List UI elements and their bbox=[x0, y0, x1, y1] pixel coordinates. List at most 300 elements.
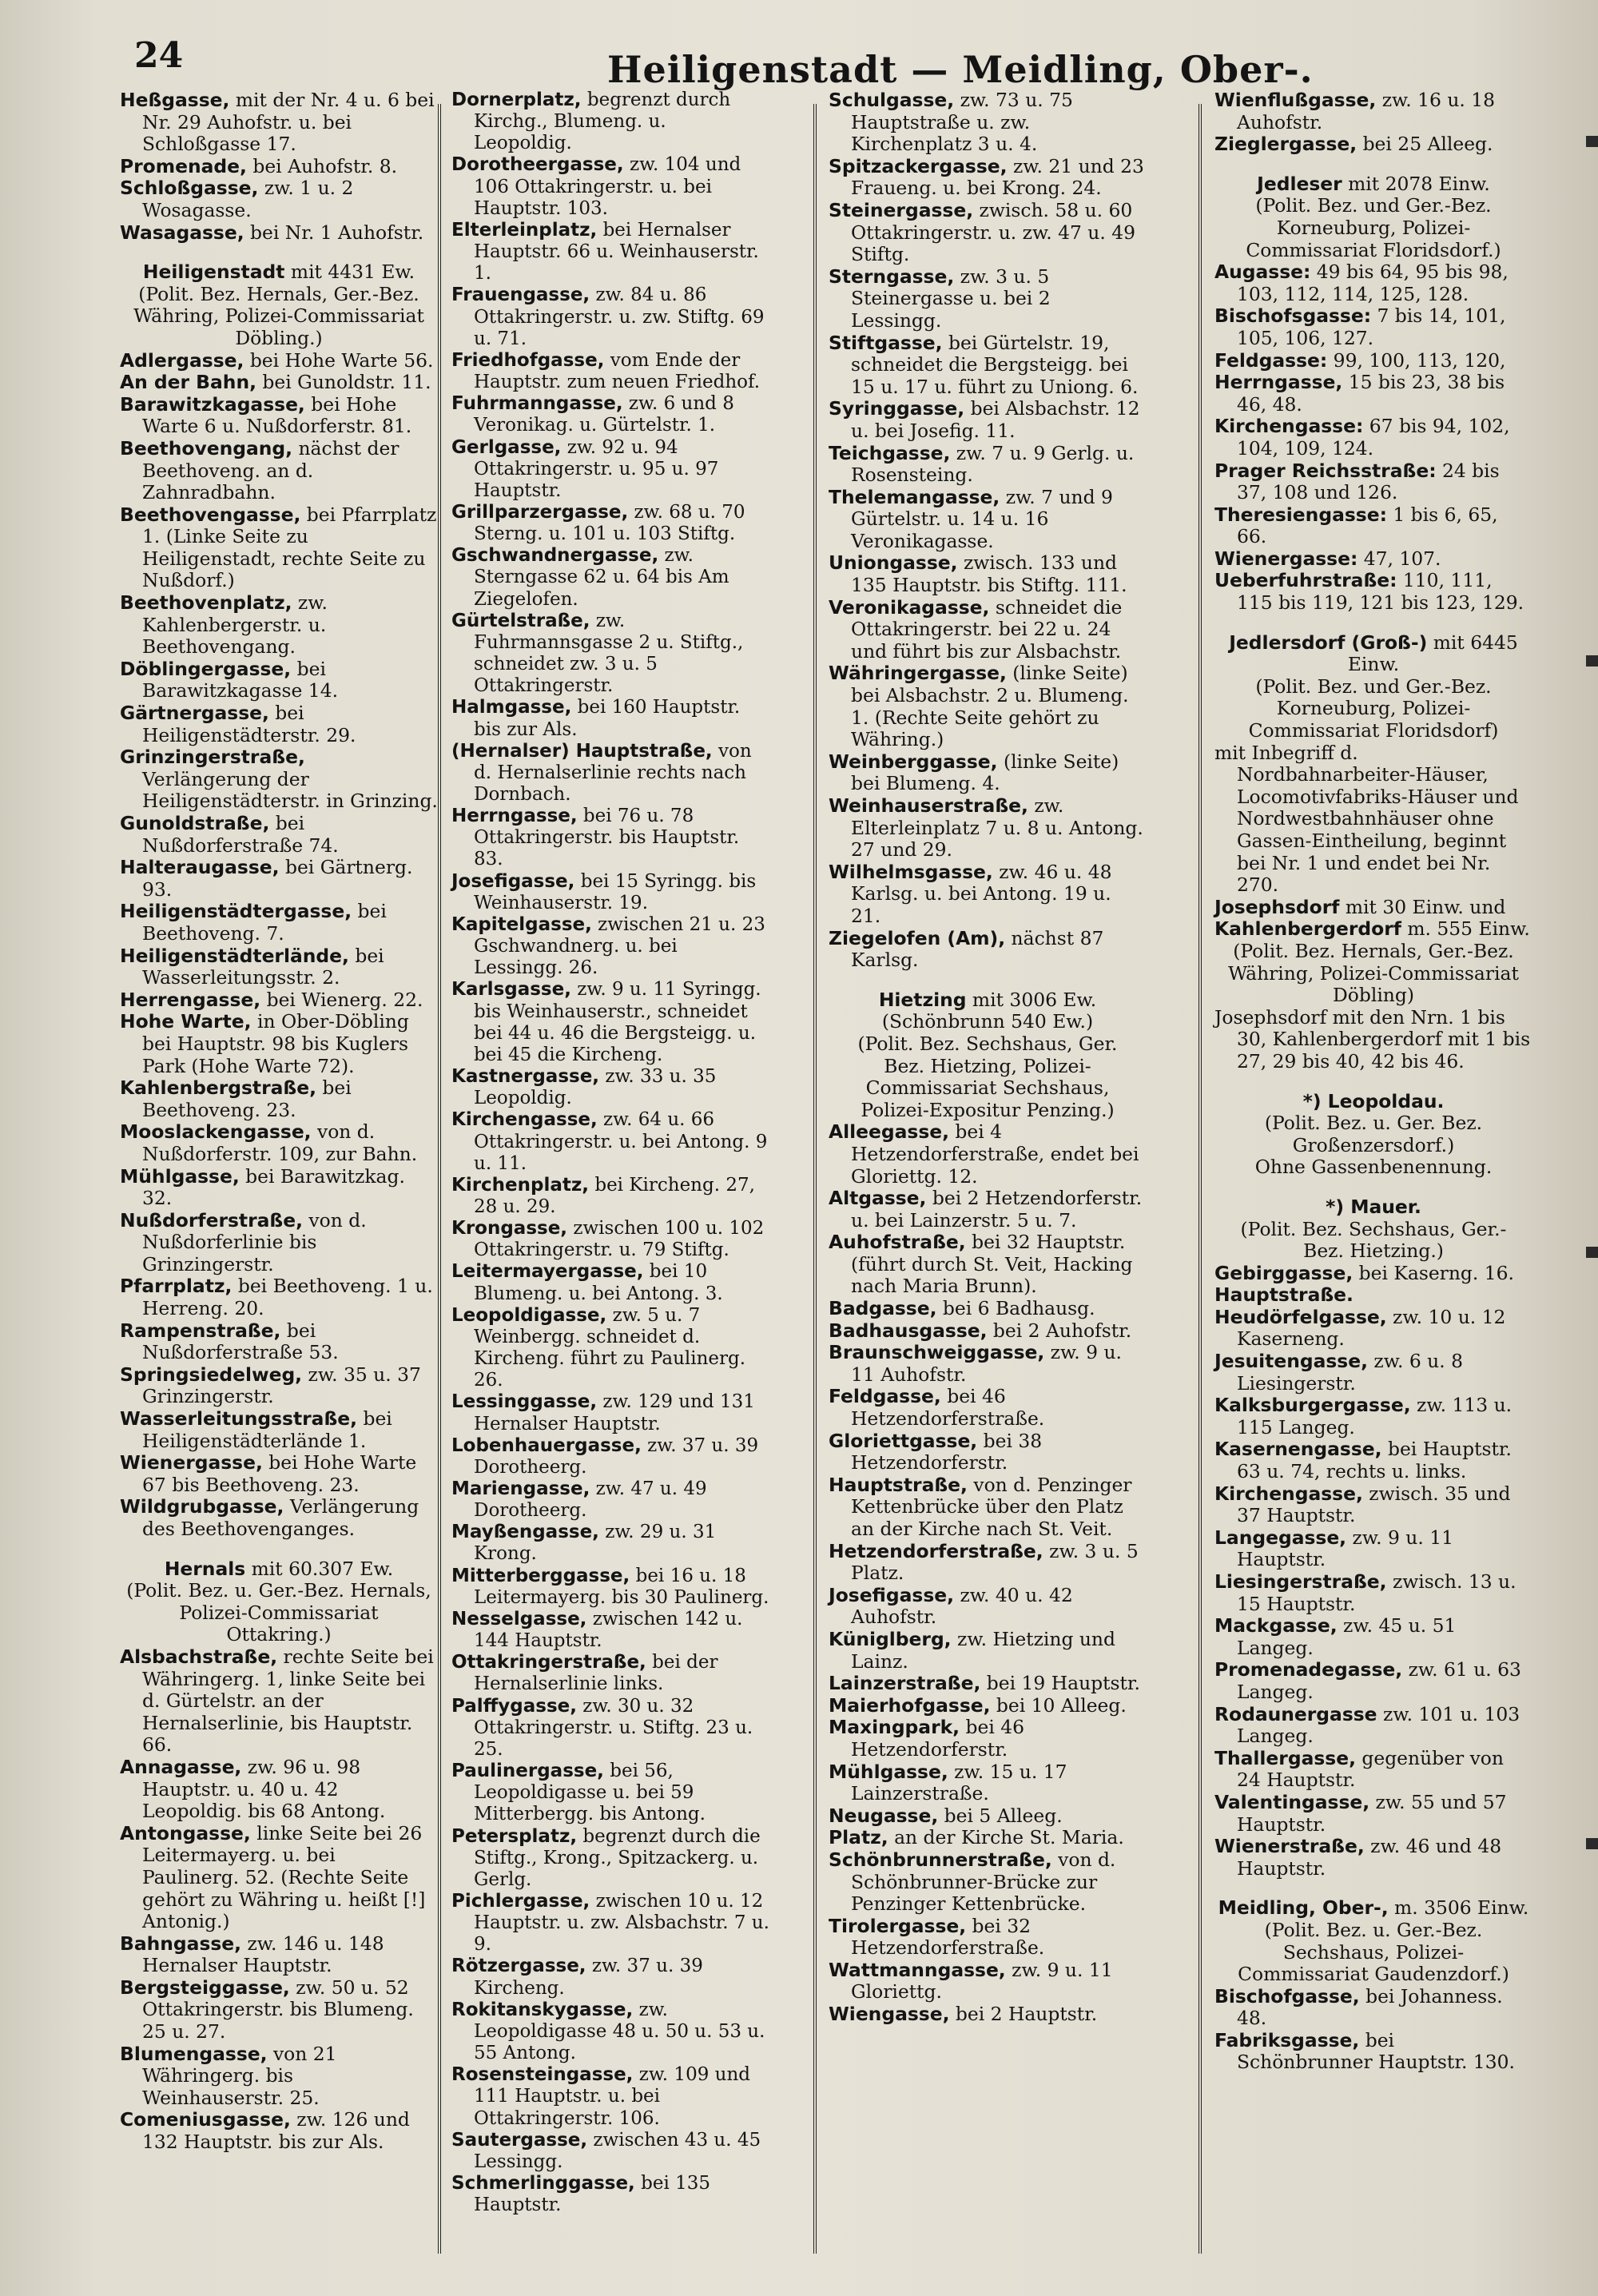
street-description: bei Pfarrplatz 1. (Linke Seite zu Heiligenstadt, rechte Seite zu Nußdorf.) bbox=[142, 503, 437, 592]
street-name: Teichgasse, bbox=[829, 441, 951, 464]
street-description: zw. 61 u. 63 Langeg. bbox=[1237, 1658, 1521, 1703]
street-entry bbox=[829, 1320, 1147, 1343]
street-description: zw. 46 u. 48 Karlsg. u. bei Antong. 19 u. 21. bbox=[851, 860, 1112, 927]
street-name: Syringgasse, bbox=[829, 397, 965, 420]
street-description: zw. Elterleinplatz 7 u. 8 u. Antong. 27 und 29. bbox=[851, 794, 1143, 861]
street-name: Schulgasse, bbox=[829, 89, 955, 111]
street-description: (linke Seite) bei Alsbachstr. 2 u. Blumeng. 1. (Rechte Seite gehört zu Währing.) bbox=[851, 662, 1129, 751]
street-entry bbox=[120, 901, 438, 945]
street-description: bei Hohe Warte 6 u. Nußdorferstr. 81. bbox=[142, 392, 412, 438]
street-description: zw. 15 u. 17 Lainzerstraße. bbox=[851, 1760, 1067, 1805]
district-info: (Polit. Bez. und Ger.-Bez. Korneuburg, Polizei-Commissariat Floridsdorf) bbox=[1248, 674, 1499, 742]
street-entry bbox=[1214, 1307, 1532, 1351]
street-entry bbox=[829, 552, 1147, 596]
street-entry bbox=[829, 861, 1147, 928]
street-entry bbox=[829, 266, 1147, 332]
town-name: *) Leopoldau. bbox=[1302, 1089, 1445, 1112]
street-entry bbox=[120, 1011, 438, 1077]
street-description: zw. 1 u. 2 Wosagasse. bbox=[142, 177, 354, 221]
page-header: Heiligenstadt — Meidling, Ober-. bbox=[607, 48, 1314, 91]
street-description: bei Hauptstr. 63 u. 74, rechts u. links. bbox=[1237, 1438, 1512, 1483]
town-population: mit 4431 Ew. bbox=[284, 261, 415, 284]
street-entry bbox=[120, 1496, 438, 1540]
street-entry bbox=[1214, 1659, 1532, 1703]
street-description: zw. 96 u. 98 Hauptstr. u. 40 u. 42 Leopoldig. bis 68 Antong. bbox=[142, 1755, 386, 1823]
street-entry bbox=[829, 1188, 1147, 1232]
street-entry bbox=[120, 1933, 438, 1977]
column-rule bbox=[1198, 104, 1202, 2254]
street-entry bbox=[120, 1364, 438, 1408]
street-name: Dorotheergasse, bbox=[451, 154, 624, 176]
street-description: zw. Leopoldigasse 48 u. 50 u. 53 u. 55 Antong. bbox=[474, 1999, 765, 2064]
street-entry bbox=[829, 1121, 1147, 1188]
street-description: zw. 6 u. 8 Liesingerstr. bbox=[1237, 1350, 1463, 1395]
street-entry bbox=[451, 220, 769, 285]
street-description: zw. 3 u. 5 Platz. bbox=[851, 1539, 1139, 1585]
street-name: Altgasse, bbox=[829, 1187, 927, 1210]
street-name: Währingergasse, bbox=[829, 662, 1007, 685]
street-entry bbox=[829, 1629, 1147, 1673]
street-description: rechte Seite bei Währingerg. 1, linke Seite bei d. Gürtelstr. an der Hernalserlinie, bis Hauptstr. 66. bbox=[142, 1645, 434, 1757]
street-description: bei Heiligenstädterstr. 29. bbox=[142, 702, 356, 746]
column-rule bbox=[813, 104, 817, 2254]
street-name: Wasserleitungsstraße, bbox=[120, 1407, 358, 1431]
street-name: Palffygasse, bbox=[451, 1695, 577, 1717]
street-description: von d. Penzinger Kettenbrücke über den Platz an der Kirche nach St. Veit. bbox=[851, 1473, 1132, 1540]
street-name: Barawitzkagasse, bbox=[120, 392, 305, 416]
street-description: zw. 5 u. 7 Weinbergg. schneidet d. Kircheng. führt zu Paulinerg. 26. bbox=[474, 1304, 746, 1391]
street-entry bbox=[829, 1761, 1147, 1805]
district-info: Ohne Gassenbenennung. bbox=[1254, 1156, 1493, 1179]
street-description: zw. 47 u. 49 Dorotheerg. bbox=[474, 1478, 707, 1522]
street-description: bei Auhofstr. 8. bbox=[246, 154, 398, 177]
street-entry bbox=[451, 393, 769, 436]
street-name: Kirchengasse, bbox=[451, 1109, 598, 1131]
street-entry bbox=[829, 398, 1147, 442]
street-description: zwisch. 58 u. 60 Ottakringerstr. u. zw. 47 u. 49 Stiftg. bbox=[851, 198, 1135, 266]
street-name: Kapitelgasse, bbox=[451, 913, 592, 935]
page-number: 24 bbox=[134, 35, 184, 76]
street-entry bbox=[451, 1761, 769, 1825]
street-name: Spitzackergasse, bbox=[829, 154, 1008, 177]
street-entry bbox=[829, 1849, 1147, 1916]
street-entry bbox=[829, 1541, 1147, 1585]
street-name: Fuhrmanngasse, bbox=[451, 393, 623, 415]
street-name: Rosensteingasse, bbox=[451, 2064, 634, 2086]
street-name: Hohe Warte, bbox=[120, 1010, 252, 1033]
street-name: Badgasse, bbox=[829, 1297, 937, 1320]
street-entry bbox=[1214, 1284, 1532, 1307]
district-info: (Polit. Bez. Sechshaus, Ger.-Bez. Hietzing.) bbox=[1240, 1217, 1507, 1263]
street-name: Ueberfuhrstraße: bbox=[1214, 569, 1397, 592]
street-name: Steinergasse, bbox=[829, 198, 974, 221]
street-description: zw. 46 und 48 Hauptstr. bbox=[1237, 1835, 1502, 1880]
next-page-edge bbox=[1586, 136, 1598, 147]
street-description: zw. 84 u. 86 Ottakringerstr. u. zw. Stiftg. 69 u. 71. bbox=[474, 285, 765, 349]
street-entry bbox=[120, 177, 438, 221]
street-description: von d. Schönbrunner-Brücke zur Penzinger Kettenbrücke. bbox=[851, 1848, 1116, 1916]
street-entry bbox=[451, 350, 769, 393]
street-entry bbox=[1214, 504, 1532, 548]
street-description: von 21 Währingerg. bis Weinhauserstr. 25. bbox=[142, 2042, 337, 2109]
street-name: Elterleinplatz, bbox=[451, 219, 598, 241]
street-description: zw. 35 u. 37 Grinzingerstr. bbox=[142, 1363, 421, 1408]
street-description: 7 bis 14, 101, 105, 106, 127. bbox=[1237, 304, 1506, 349]
street-name: Stiftgasse, bbox=[829, 331, 943, 354]
street-description: begrenzt durch die Stiftg., Krong., Spitzackerg. u. Gerlg. bbox=[474, 1825, 761, 1890]
street-entry bbox=[120, 372, 438, 394]
street-description: bei 46 Hetzendorferstraße. bbox=[851, 1385, 1045, 1431]
street-name: Kahlenbergerdorf bbox=[1214, 917, 1401, 941]
street-entry bbox=[829, 156, 1147, 200]
street-entry bbox=[451, 2130, 769, 2173]
street-name: Josefigasse, bbox=[451, 870, 575, 892]
street-entry bbox=[451, 90, 769, 154]
street-description: zw. 16 u. 18 Auhofstr. bbox=[1237, 89, 1496, 133]
street-description: bei 2 Hauptstr. bbox=[949, 2003, 1098, 2026]
street-description: Verlängerung des Beethovenganges. bbox=[142, 1495, 419, 1540]
street-entry bbox=[451, 871, 769, 914]
street-entry bbox=[120, 90, 438, 156]
street-description: zw. 21 und 23 Fraueng. u. bei Krong. 24. bbox=[851, 154, 1144, 200]
street-entry bbox=[829, 487, 1147, 553]
street-description: bei Hohe Warte 56. bbox=[244, 348, 434, 372]
street-entry bbox=[120, 1408, 438, 1452]
street-name: Alsbachstraße, bbox=[120, 1645, 278, 1668]
street-entry bbox=[451, 1261, 769, 1304]
street-description: linke Seite bei 26 Leitermayerg. u. bei Paulinerg. 52. (Rechte Seite gehört zu Währing u. heißt [!] Antonig.) bbox=[142, 1821, 426, 1933]
street-name: Wildgrubgasse, bbox=[120, 1495, 284, 1518]
street-description: zw. 64 u. 66 Ottakringerstr. u. bei Antong. 9 u. 11. bbox=[474, 1109, 768, 1174]
street-description: bei 135 Hauptstr. bbox=[474, 2173, 711, 2216]
street-name: Leitermayergasse, bbox=[451, 1261, 644, 1283]
street-description: bei Beethoveng. 23. bbox=[142, 1076, 352, 1121]
street-entry bbox=[451, 697, 769, 740]
street-entry bbox=[451, 914, 769, 979]
street-description: bei Wienerg. 22. bbox=[260, 988, 423, 1011]
street-name: Kahlenbergstraße, bbox=[120, 1076, 316, 1100]
street-name: Uniongasse, bbox=[829, 551, 958, 575]
street-description: zw. Hietzing und Lainz. bbox=[851, 1627, 1115, 1673]
street-description: bei 2 Auhofstr. bbox=[987, 1319, 1132, 1342]
street-description: begrenzt durch Kirchg., Blumeng. u. Leopoldig. bbox=[474, 90, 731, 154]
street-name: Augasse: bbox=[1214, 261, 1311, 284]
street-name: Mooslackengasse, bbox=[120, 1120, 312, 1144]
street-name: Kastnergasse, bbox=[451, 1066, 600, 1088]
street-entry bbox=[829, 1805, 1147, 1828]
street-description: nächst 87 Karlsg. bbox=[851, 926, 1104, 972]
street-description: zwisch. 133 und 135 Hauptstr. bis Stiftg. 111. bbox=[851, 551, 1127, 597]
street-description: zw. 40 u. 42 Auhofstr. bbox=[851, 1583, 1073, 1629]
street-entry bbox=[120, 222, 438, 245]
street-entry bbox=[1214, 305, 1532, 349]
street-description: zw. 37 u. 39 Kircheng. bbox=[474, 1956, 703, 1999]
street-entry bbox=[1214, 1571, 1532, 1615]
street-description: 1 bis 6, 65, 66. bbox=[1237, 503, 1498, 548]
street-name: Halteraugasse, bbox=[120, 856, 280, 879]
street-entry bbox=[829, 1673, 1147, 1695]
next-page-edge bbox=[1586, 655, 1598, 667]
street-description: 47, 107. bbox=[1358, 547, 1441, 570]
street-description: bei Barawitzkag. 32. bbox=[142, 1164, 405, 1210]
note-paragraph: mit Inbegriff d. Nordbahnarbeiter-Häuser, Locomotivfabriks-Häuser und Nordwestbahnhäuser ohne Gassen-Eintheilung, beginnt bei Nr. 1 und endet bei Nr. 270. bbox=[1214, 741, 1519, 897]
street-name: Heiligenstädterlände, bbox=[120, 944, 349, 967]
street-description: 15 bis 23, 38 bis 46, 48. bbox=[1237, 371, 1505, 416]
street-name: Kirchenplatz, bbox=[451, 1174, 590, 1196]
street-description: bei 2 Hetzendorferstr. u. bei Lainzerstr. 5 u. 7. bbox=[851, 1187, 1143, 1232]
street-entry bbox=[1214, 1351, 1532, 1395]
street-description: bei Nußdorferstraße 74. bbox=[142, 812, 339, 857]
street-description: zw. 92 u. 94 Ottakringerstr. u. 95 u. 97 Hauptstr. bbox=[474, 436, 719, 501]
street-name: Thallergasse, bbox=[1214, 1746, 1356, 1769]
street-name: Petersplatz, bbox=[451, 1825, 578, 1847]
street-description: zwischen 142 u. 144 Hauptstr. bbox=[474, 1608, 743, 1652]
street-name: (Hernalser) Hauptstraße, bbox=[451, 740, 713, 762]
street-name: Küniglberg, bbox=[829, 1627, 952, 1650]
street-name: Herrngasse, bbox=[1214, 371, 1343, 394]
street-entry bbox=[451, 1218, 769, 1261]
district-info: (Polit. Bez. u. Ger.-Bez. Sechshaus, Polizei-Commissariat Gaudenzdorf.) bbox=[1238, 1918, 1509, 1986]
street-entry bbox=[829, 332, 1147, 399]
town-name: Hernals bbox=[164, 1557, 246, 1580]
street-name: Alleegasse, bbox=[829, 1120, 949, 1144]
street-entry bbox=[829, 1474, 1147, 1541]
street-name: Theresiengasse: bbox=[1214, 503, 1387, 526]
street-description: bei 15 Syringg. bis Weinhauserstr. 19. bbox=[474, 870, 757, 913]
street-name: Wattmanngasse, bbox=[829, 1958, 1006, 1981]
street-entry bbox=[451, 154, 769, 219]
street-name: Blumengasse, bbox=[120, 2042, 268, 2065]
street-entry bbox=[451, 741, 769, 806]
street-entry bbox=[1214, 460, 1532, 504]
street-entry bbox=[451, 1391, 769, 1435]
street-entry bbox=[829, 443, 1147, 487]
town-heading bbox=[1214, 173, 1532, 196]
street-entry bbox=[829, 1585, 1147, 1629]
street-entry bbox=[451, 1305, 769, 1392]
street-entry bbox=[829, 663, 1147, 750]
street-description: zw. 29 u. 31 Krong. bbox=[474, 1522, 717, 1565]
street-name: Braunschweiggasse, bbox=[829, 1341, 1045, 1364]
street-description: 99, 100, 113, 120, bbox=[1327, 348, 1506, 372]
street-name: Weinhauserstraße, bbox=[829, 794, 1028, 817]
street-name: Rodaunergasse bbox=[1214, 1702, 1377, 1725]
street-description: bei 160 Hauptstr. bis zur Als. bbox=[474, 697, 741, 740]
street-entry bbox=[120, 438, 438, 504]
street-name: Gürtelstraße, bbox=[451, 610, 590, 631]
street-name: Herrngasse, bbox=[451, 806, 578, 827]
street-name: Schloßgasse, bbox=[120, 177, 259, 200]
street-entry bbox=[451, 1109, 769, 1174]
street-entry bbox=[829, 1232, 1147, 1298]
street-description: zw. Fuhrmannsgasse 2 u. Stiftg., schneidet zw. 3 u. 5 Ottakringerstr. bbox=[474, 610, 744, 697]
street-description: bei 6 Badhausg. bbox=[936, 1297, 1095, 1320]
street-description: zw. 55 und 57 Hauptstr. bbox=[1237, 1790, 1507, 1836]
street-description: bei 76 u. 78 Ottakringerstr. bis Hauptstr. 83. bbox=[474, 806, 740, 870]
street-description: zw. 126 und 132 Hauptstr. bis zur Als. bbox=[142, 2108, 410, 2154]
street-name: Grinzingerstraße, bbox=[120, 746, 305, 769]
street-entry bbox=[451, 1175, 769, 1218]
street-name: Beethovenplatz, bbox=[120, 591, 292, 615]
street-entry bbox=[451, 1652, 769, 1695]
street-name: Neugasse, bbox=[829, 1804, 939, 1827]
street-description: zw. 104 und 106 Ottakringerstr. u. bei Hauptstr. 103. bbox=[474, 154, 741, 219]
street-name: Mayßengasse, bbox=[451, 1522, 599, 1543]
street-name: Langegasse, bbox=[1214, 1526, 1347, 1549]
street-description: zw. 9 u. 11 Hauptstr. bbox=[1237, 1526, 1453, 1571]
district-info: (Polit. Bez. Hernals, Ger.-Bez. Währing, Polizei-Commissariat Döbling.) bbox=[133, 282, 424, 349]
street-name: Sautergasse, bbox=[451, 2129, 588, 2151]
street-description: bei Beethoveng. 1 u. Herreng. 20. bbox=[142, 1275, 433, 1320]
street-name: Kasernengasse, bbox=[1214, 1438, 1382, 1461]
street-name: Auhofstraße, bbox=[829, 1231, 966, 1254]
street-name: Krongasse, bbox=[451, 1218, 568, 1240]
street-name: Karlsgasse, bbox=[451, 979, 571, 1001]
town-population: m. 3506 Einw. bbox=[1388, 1896, 1529, 1920]
street-description: zw. 146 u. 148 Hernalser Hauptstr. bbox=[142, 1932, 384, 1977]
street-description: bei Alsbachstr. 12 u. bei Josefig. 11. bbox=[851, 397, 1140, 442]
street-entry bbox=[451, 2064, 769, 2129]
street-entry bbox=[451, 806, 769, 870]
street-name: Leopoldigasse, bbox=[451, 1304, 607, 1326]
street-name: Hauptstraße. bbox=[1214, 1283, 1354, 1307]
street-entry bbox=[451, 611, 769, 698]
street-name: Josephsdorf bbox=[1214, 895, 1340, 918]
street-name: Wilhelmsgasse, bbox=[829, 860, 993, 883]
street-entry bbox=[1214, 1986, 1532, 2030]
street-entry bbox=[829, 200, 1147, 266]
column-2 bbox=[451, 90, 769, 2216]
street-description: mit 30 Einw. und bbox=[1339, 895, 1506, 918]
street-name: Beethovengasse, bbox=[120, 503, 301, 526]
street-description: bei Barawitzkagasse 14. bbox=[142, 657, 339, 702]
street-entry bbox=[1214, 350, 1532, 372]
town-heading bbox=[120, 261, 438, 284]
street-name: Kirchengasse, bbox=[1214, 1482, 1363, 1505]
street-name: Feldgasse: bbox=[1214, 348, 1328, 372]
street-entry bbox=[451, 1435, 769, 1478]
street-entry bbox=[120, 945, 438, 989]
street-description: bei Heiligenstädterlände 1. bbox=[142, 1407, 392, 1452]
street-entry bbox=[1214, 1704, 1532, 1748]
street-description: bei Gunoldstr. 11. bbox=[256, 371, 431, 394]
street-entry bbox=[1214, 1483, 1532, 1527]
street-entry bbox=[829, 597, 1147, 663]
street-description: an der Kirche St. Maria. bbox=[888, 1826, 1124, 1849]
street-name: Liesingerstraße, bbox=[1214, 1570, 1387, 1593]
street-description: von d. Nußdorferstr. 109, zur Bahn. bbox=[142, 1120, 418, 1165]
street-entry bbox=[451, 2000, 769, 2064]
street-description: zwischen 10 u. 12 Hauptstr. u. zw. Alsbachstr. 7 u. 9. bbox=[474, 1890, 769, 1956]
street-description: bei 4 Hetzendorferstraße, endet bei Gloriettg. 12. bbox=[851, 1120, 1139, 1188]
street-name: Bischofsgasse: bbox=[1214, 304, 1372, 328]
street-entry bbox=[1214, 261, 1532, 305]
street-description: zwischen 21 u. 23 Gschwandnerg. u. bei Lessingg. 26. bbox=[474, 913, 765, 979]
street-name: Wienergasse: bbox=[1214, 547, 1358, 570]
street-name: Annagasse, bbox=[120, 1755, 242, 1778]
street-name: Wiengasse, bbox=[829, 2003, 950, 2026]
note-paragraph: Josephsdorf mit den Nrn. 1 bis 30, Kahlenbergerdorf mit 1 bis 27, 29 bis 40, 42 bis 46. bbox=[1214, 1005, 1531, 1072]
street-entry bbox=[1214, 133, 1532, 156]
street-description: zw. 33 u. 35 Leopoldig. bbox=[474, 1066, 717, 1109]
town-heading bbox=[1214, 1196, 1532, 1219]
street-description: bei 46 Hetzendorferstr. bbox=[851, 1716, 1025, 1761]
street-entry bbox=[120, 2109, 438, 2153]
street-name: Zieglergasse, bbox=[1214, 133, 1358, 156]
street-name: Gunoldstraße, bbox=[120, 812, 270, 834]
street-entry bbox=[1214, 90, 1532, 133]
street-description: zw. 3 u. 5 Steinergasse u. bei 2 Lessingg. bbox=[851, 265, 1051, 332]
street-description: bei Nußdorferstraße 53. bbox=[142, 1319, 339, 1364]
street-description: 24 bis 37, 108 und 126. bbox=[1237, 459, 1500, 504]
street-name: Halmgasse, bbox=[451, 697, 572, 718]
street-description: bei Hohe Warte 67 bis Beethoveng. 23. bbox=[142, 1451, 417, 1496]
street-name: Herrengasse, bbox=[120, 988, 261, 1011]
town-heading bbox=[1214, 1897, 1532, 1920]
street-name: Rötzergasse, bbox=[451, 1956, 586, 1977]
street-entry bbox=[120, 1646, 438, 1757]
street-entry bbox=[451, 502, 769, 545]
street-name: An der Bahn, bbox=[120, 371, 256, 394]
town-name: Jedlersdorf (Groß-) bbox=[1229, 631, 1428, 654]
street-entry bbox=[829, 928, 1147, 972]
street-entry bbox=[829, 2004, 1147, 2026]
street-description: zwisch. 35 und 37 Hauptstr. bbox=[1237, 1482, 1511, 1527]
street-entry bbox=[120, 156, 438, 178]
street-description: (linke Seite) bei Blumeng. 4. bbox=[851, 750, 1119, 795]
street-name: Ottakringerstraße, bbox=[451, 1652, 646, 1673]
street-name: Hetzendorferstraße, bbox=[829, 1539, 1043, 1562]
street-name: Fabriksgasse, bbox=[1214, 2028, 1360, 2051]
street-entry bbox=[1214, 1263, 1532, 1285]
town-heading bbox=[829, 989, 1147, 1033]
street-entry bbox=[1214, 1395, 1532, 1438]
street-description: bei 19 Hauptstr. bbox=[980, 1672, 1140, 1695]
street-description: zwischen 43 u. 45 Lessingg. bbox=[474, 2129, 761, 2172]
street-description: bei 16 u. 18 Leitermayerg. bis 30 Paulinerg. bbox=[474, 1565, 769, 1608]
street-entry bbox=[829, 795, 1147, 861]
street-description: zw. 109 und 111 Hauptstr. u. bei Ottakringerstr. 106. bbox=[474, 2064, 750, 2129]
street-name: Maierhofgasse, bbox=[829, 1693, 991, 1717]
street-entry bbox=[451, 1478, 769, 1522]
street-description: bei Gärtnerg. 93. bbox=[142, 856, 413, 901]
street-entry bbox=[120, 1121, 438, 1165]
street-name: Gloriettgasse, bbox=[829, 1429, 978, 1452]
district-info: (Polit. Bez. Sechshaus, Ger. Bez. Hietzing, Polizei-Commissariat Sechshaus, Polizei-Expositur Penzing.) bbox=[857, 1032, 1118, 1121]
street-entry bbox=[451, 2173, 769, 2216]
street-name: Gebirggasse, bbox=[1214, 1261, 1354, 1284]
street-name: Badhausgasse, bbox=[829, 1319, 988, 1342]
street-entry bbox=[829, 1431, 1147, 1474]
street-entry bbox=[451, 1522, 769, 1565]
street-name: Pfarrplatz, bbox=[120, 1275, 233, 1298]
street-description: zw. Sterngasse 62 u. 64 bis Am Ziegelofen. bbox=[474, 545, 729, 610]
street-description: bei Wasserleitungsstr. 2. bbox=[142, 944, 384, 989]
street-description: nächst der Beethoveng. an d. Zahnradbahn. bbox=[142, 436, 400, 504]
street-name: Rampenstraße, bbox=[120, 1319, 281, 1342]
street-entry bbox=[829, 1386, 1147, 1430]
street-entry bbox=[1214, 1748, 1532, 1792]
street-name: Döblingergasse, bbox=[120, 657, 292, 680]
street-entry bbox=[120, 1166, 438, 1210]
street-name: Valentingasse, bbox=[1214, 1790, 1370, 1813]
street-description: bei 32 Hetzendorferstraße. bbox=[851, 1914, 1045, 1960]
street-entry bbox=[451, 1956, 769, 1999]
town-name: Heiligenstadt bbox=[142, 261, 285, 284]
street-entry bbox=[1214, 2030, 1532, 2074]
street-name: Lainzerstraße, bbox=[829, 1672, 981, 1695]
street-name: Comeniusgasse, bbox=[120, 2108, 291, 2131]
